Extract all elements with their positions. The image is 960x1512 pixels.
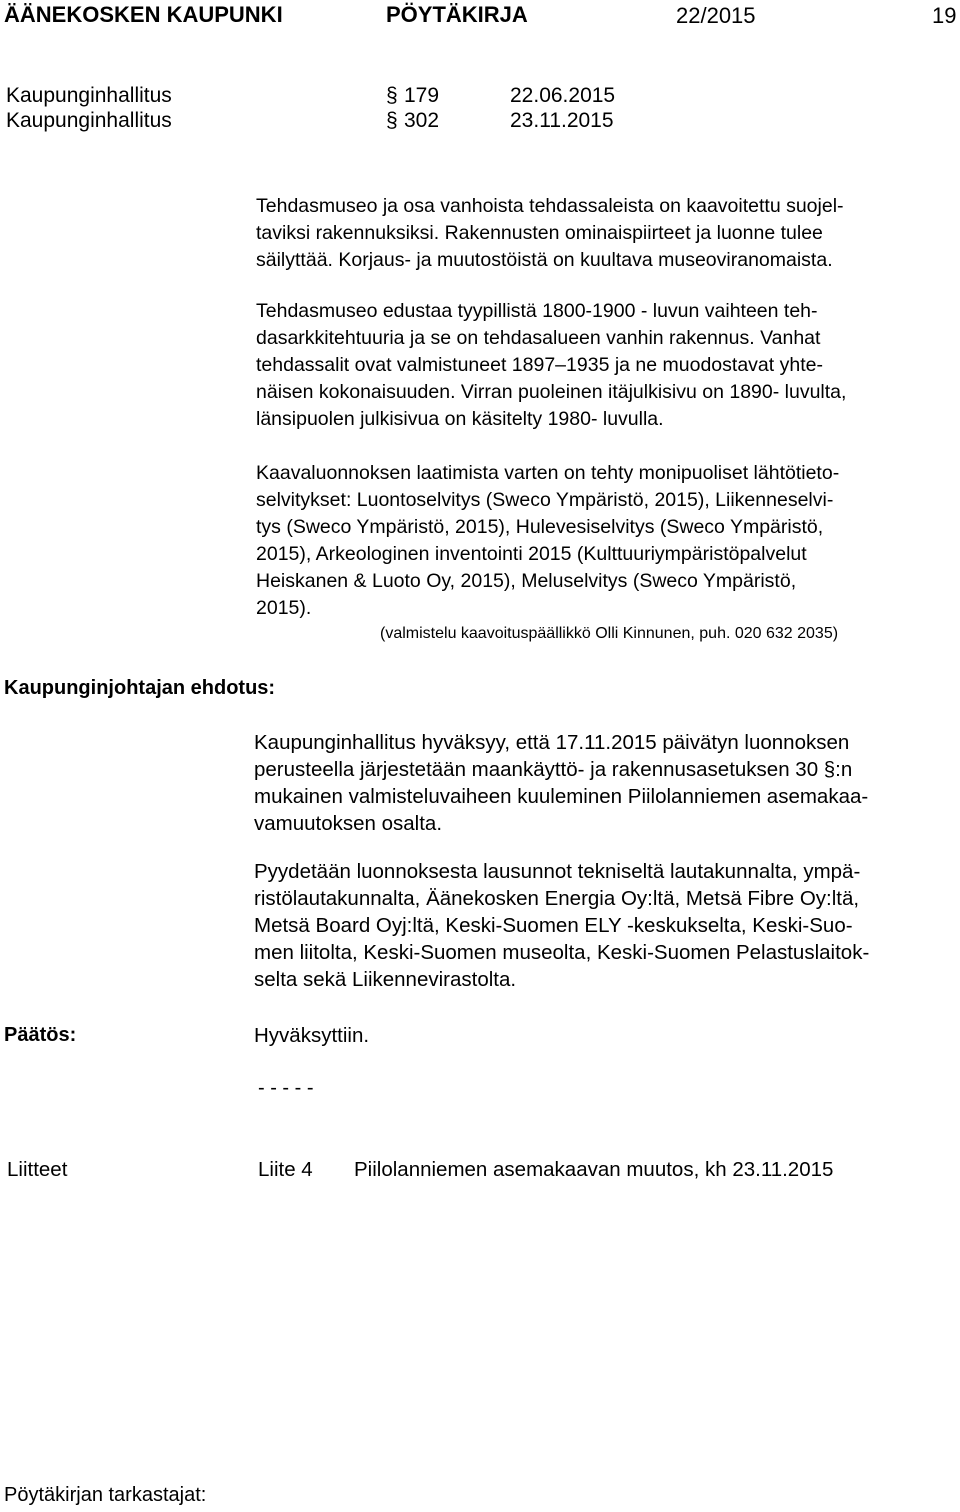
separator: - - - - - [258, 1077, 314, 1099]
meeting-body: Kaupunginhallitus [6, 109, 172, 132]
text-line: Tehdasmuseo edustaa tyypillistä 1800-1900 - luvun vaihteen teh- [256, 300, 818, 322]
paragraph-surveys [256, 460, 956, 622]
decision-label: Päätös: [4, 1024, 77, 1046]
text-line: 2015). [256, 597, 312, 619]
text-line: Tehdasmuseo ja osa vanhoista tehdassaleista on kaavoitettu suojel- [256, 195, 844, 217]
text-line: 2015), Arkeologinen inventointi 2015 (Kulttuuriympäristöpalvelut [256, 543, 807, 565]
text-line: ristölautakunnalta, Äänekosken Energia Oy:ltä, Metsä Fibre Oy:ltä, [254, 887, 860, 910]
proposal-statements [254, 858, 954, 993]
attachment-title: Piilolanniemen asemakaavan muutos, kh 23.11.2015 [354, 1158, 834, 1181]
meeting-date: 23.11.2015 [510, 109, 614, 132]
text-line: tys (Sweco Ympäristö, 2015), Hulevesiselvitys (Sweco Ympäristö, [256, 516, 824, 538]
text-line: Pyydetään luonnoksesta lausunnot tekniseltä lautakunnalta, ympä- [254, 860, 861, 883]
page-number: 19 [932, 3, 957, 28]
text-line: säilyttää. Korjaus- ja muutostöistä on kuultava museoviranomaista. [256, 249, 833, 271]
paragraph-factory-museum [256, 298, 956, 433]
city-name: ÄÄNEKOSKEN KAUPUNKI [4, 2, 283, 27]
document-type: PÖYTÄKIRJA [386, 2, 528, 27]
document-number: 22/2015 [676, 3, 756, 28]
text-line: Kaavaluonnoksen laatimista varten on tehty monipuoliset lähtötieto- [256, 462, 840, 484]
text-line: selta sekä Liikennevirastolta. [254, 968, 517, 991]
preparer-credit: (valmistelu kaavoituspäällikkö Olli Kinnunen, puh. 020 632 2035) [380, 625, 839, 642]
text-line: perusteella järjestetään maankäyttö- ja rakennusasetuksen 30 §:n [254, 758, 853, 781]
attachment-id: Liite 4 [258, 1158, 313, 1181]
text-line: selvitykset: Luontoselvitys (Sweco Ympäristö, 2015), Liikenneselvi- [256, 489, 834, 511]
proposal-text [254, 729, 954, 837]
text-line: länsipuolen julkisivua on käsitelty 1980- luvulla. [256, 408, 664, 430]
attachments-label: Liitteet [7, 1158, 68, 1181]
proposal-label: Kaupunginjohtajan ehdotus: [4, 677, 276, 699]
section-sign-icon: § [386, 109, 398, 132]
text-line: dasarkkitehtuuria ja se on tehdasalueen vanhin rakennus. Vanhat [256, 327, 821, 349]
meeting-body: Kaupunginhallitus [6, 84, 172, 107]
meeting-date: 22.06.2015 [510, 84, 616, 107]
section-number: 179 [404, 84, 440, 107]
text-line: näisen kokonaisuuden. Virran puoleinen itäjulkisivu on 1890- luvulta, [256, 381, 847, 403]
text-line: tehdassalit ovat valmistuneet 1897–1935 ja ne muodostavat yhte- [256, 354, 823, 376]
text-line: Heiskanen & Luoto Oy, 2015), Meluselvitys (Sweco Ympäristö, [256, 570, 797, 592]
text-line: vamuutoksen osalta. [254, 812, 443, 835]
text-line: Metsä Board Oyj:ltä, Keski-Suomen ELY -keskukselta, Keski-Suo- [254, 914, 853, 937]
reviewers-label: Pöytäkirjan tarkastajat: [4, 1484, 207, 1506]
section-sign-icon: § [386, 84, 398, 107]
section-number: 302 [404, 109, 440, 132]
text-line: Kaupunginhallitus hyväksyy, että 17.11.2015 päivätyn luonnoksen [254, 731, 850, 754]
paragraph-protection [256, 193, 956, 274]
text-line: men liitolta, Keski-Suomen museolta, Keski-Suomen Pelastuslaitok- [254, 941, 870, 964]
text-line: mukainen valmisteluvaiheen kuuleminen Piilolanniemen asemakaa- [254, 785, 869, 808]
text-line: taviksi rakennuksiksi. Rakennusten ominaispiirteet ja luonne tulee [256, 222, 823, 244]
decision-text: Hyväksyttiin. [254, 1024, 370, 1047]
